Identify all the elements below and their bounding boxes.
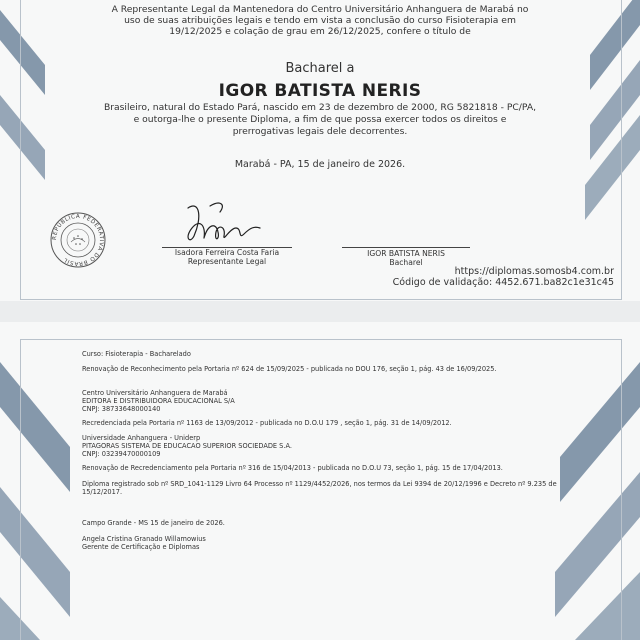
diploma-border: [20, 0, 622, 300]
handwritten-signature: [180, 198, 270, 248]
institution-accreditation: Recredenciada pela Portaria nº 1163 de 13/09/2012 - publicada no D.O.U 179 , seção 1, pág. 31 de 14/09/2012.: [82, 419, 452, 427]
validation-code: Código de validação: 4452.671.ba82c1e31c45: [392, 277, 614, 288]
graduate-name: IGOR BATISTA NERIS: [218, 81, 422, 101]
registrar-reaccreditation: Renovação de Recredenciamento pela Portaria nº 316 de 15/04/2013 - publicada no D.O.U 73, seção 1, pág. 15 de 17/04/2013.: [82, 464, 503, 472]
diploma-back-page: [0, 322, 640, 640]
signatory-2-role: Bacharel: [389, 258, 423, 267]
diploma-intro-text: A Representante Legal da Mantenedora do Centro Universitário Anhanguera de Marabá no uso de suas atribuições legais e tendo em vista a conclusão do curso Fisioterapia em 19/12/2025 e colação de grau em 26/12/2025, confere o título de: [111, 4, 529, 38]
course-name: Curso: Fisioterapia - Bacharelado: [82, 350, 191, 358]
verification-url[interactable]: https://diplomas.somosb4.com.br: [454, 266, 614, 277]
degree-title: Bacharel a: [285, 61, 355, 76]
signatory-1-role: Representante Legal: [187, 257, 267, 266]
course-recognition: Renovação de Reconhecimento pela Portaria nº 624 de 15/09/2025 - publicada no DOU 176, seção 1, pág. 43 de 16/09/2025.: [82, 365, 497, 373]
diploma-front-page: [0, 0, 640, 301]
svg-text:REPÚBLICA FEDERATIVA DO BRASIL: [52, 214, 104, 266]
institution-block: Centro Universitário Anhanguera de Marabá EDITORA E DISTRIBUIDORA EDUCACIONAL S/A CNPJ: 38733648000140: [82, 389, 235, 413]
signatory-1-name: Isadora Ferreira Costa Faria: [174, 248, 280, 257]
brazil-coat-of-arms-seal: [49, 211, 107, 269]
diploma-body-text: Brasileiro, natural do Estado Pará, nascido em 23 de dezembro de 2000, RG 5821818 - PC/PA, e outorga-lhe o presente Diploma, a fim de que possa exercer todos os direitos e prerrogativas legais dele decorrentes.: [103, 102, 537, 137]
registrar-block: Universidade Anhanguera - Uniderp PITAGORAS SISTEMA DE EDUCACAO SUPERIOR SOCIEDADE S.A. CNPJ: 03239470000109: [82, 434, 292, 458]
issue-place-date: Marabá - PA, 15 de janeiro de 2026.: [234, 159, 406, 170]
diploma-registration: Diploma registrado sob nº SRD_1041-1129 Livro 64 Processo nº 1129/4452/2026, nos termos da Lei 9394 de 20/12/1996 e Decreto nº 9.235 de 15/12/2017.: [82, 480, 557, 496]
seal-text: REPÚBLICA FEDERATIVA DO BRASIL: [51, 213, 105, 267]
back-signatory: Angela Cristina Granado Willamowius Gerente de Certificação e Diplomas: [82, 535, 206, 551]
signature-line-graduate: [342, 247, 470, 248]
back-place-date: Campo Grande - MS 15 de janeiro de 2026.: [82, 519, 225, 527]
signatory-2-name: IGOR BATISTA NERIS: [367, 249, 445, 258]
